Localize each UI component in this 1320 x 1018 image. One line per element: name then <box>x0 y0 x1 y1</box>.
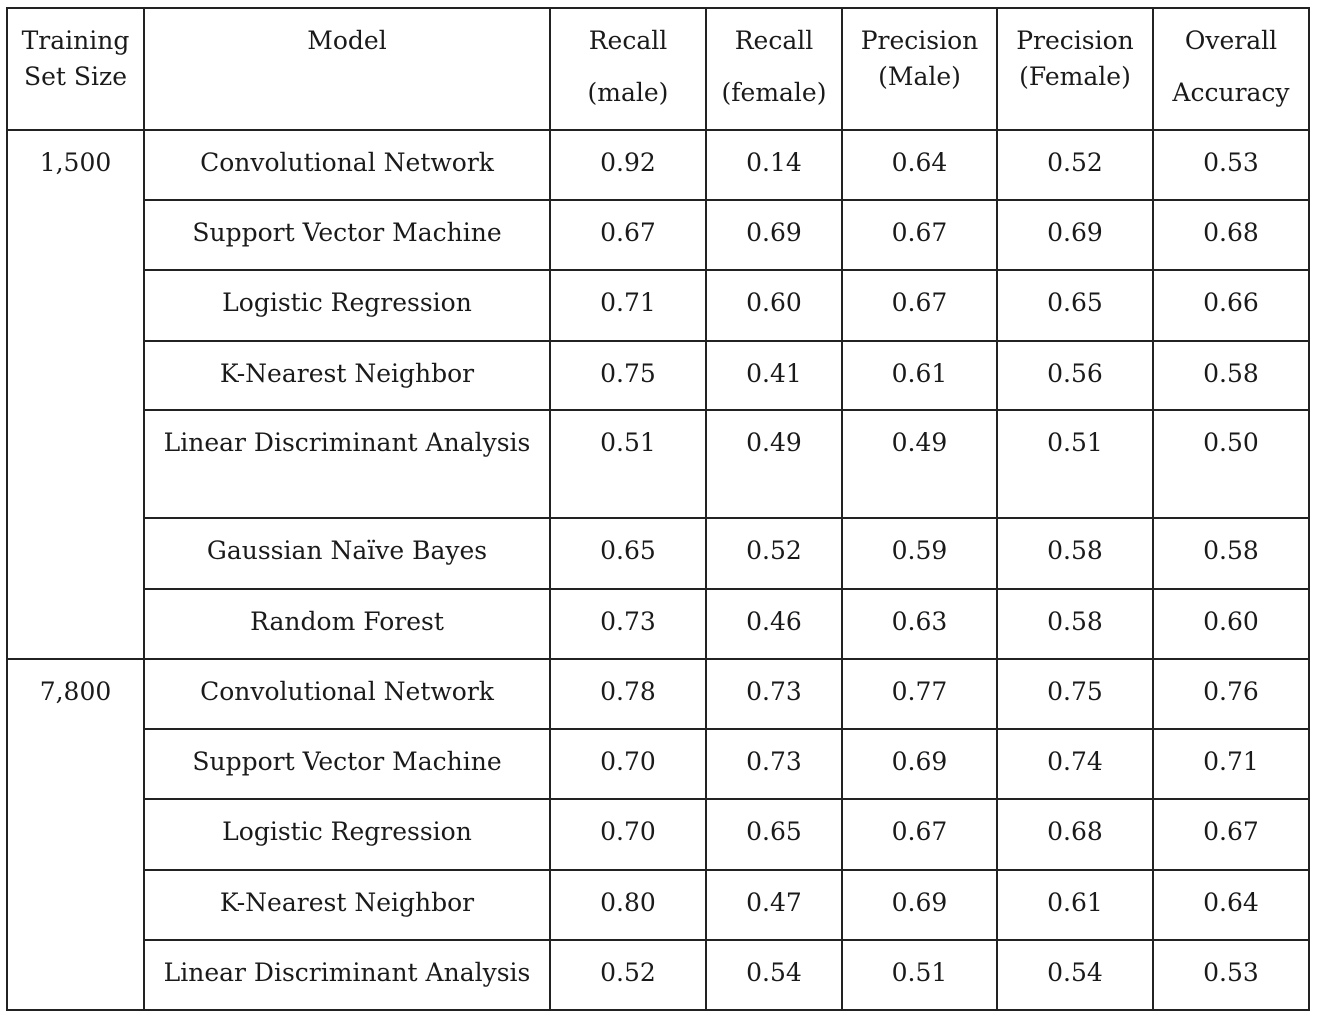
precision-female-cell: 0.54 <box>997 940 1153 1010</box>
table-row <box>7 729 1309 799</box>
model-name-cell: Random Forest <box>144 589 550 659</box>
precision-female-cell: 0.61 <box>997 870 1153 940</box>
recall-male-cell: 0.65 <box>550 518 706 589</box>
recall-female-cell: 0.41 <box>706 341 842 410</box>
model-name-cell: Linear Discriminant Analysis <box>144 940 550 1010</box>
recall-male-cell: 0.73 <box>550 589 706 659</box>
training-set-size-cell: 7,800 <box>7 659 144 1010</box>
recall-female-cell: 0.69 <box>706 200 842 270</box>
precision-female-cell: 0.58 <box>997 518 1153 589</box>
table-body <box>7 130 1309 1010</box>
recall-female-cell: 0.49 <box>706 410 842 518</box>
model-name-cell: K-Nearest Neighbor <box>144 870 550 940</box>
precision-male-cell: 0.67 <box>842 200 997 270</box>
precision-female-cell: 0.75 <box>997 659 1153 729</box>
header-recall-male: Recall (male) <box>550 8 706 130</box>
precision-male-cell: 0.59 <box>842 518 997 589</box>
accuracy-cell: 0.58 <box>1153 341 1309 410</box>
header-recall-female: Recall (female) <box>706 8 842 130</box>
recall-female-cell: 0.14 <box>706 130 842 200</box>
accuracy-cell: 0.64 <box>1153 870 1309 940</box>
recall-male-cell: 0.51 <box>550 410 706 518</box>
header-training-set-size: Training Set Size <box>7 8 144 130</box>
results-table <box>6 7 1310 1011</box>
header-precision-female: Precision (Female) <box>997 8 1153 130</box>
recall-male-cell: 0.75 <box>550 341 706 410</box>
precision-female-cell: 0.74 <box>997 729 1153 799</box>
accuracy-cell: 0.76 <box>1153 659 1309 729</box>
precision-male-cell: 0.69 <box>842 729 997 799</box>
precision-female-cell: 0.69 <box>997 200 1153 270</box>
table-row <box>7 518 1309 589</box>
precision-female-cell: 0.58 <box>997 589 1153 659</box>
table-row <box>7 589 1309 659</box>
recall-male-cell: 0.70 <box>550 729 706 799</box>
table-row <box>7 130 1309 200</box>
model-name-cell: Logistic Regression <box>144 270 550 341</box>
model-name-cell: Logistic Regression <box>144 799 550 870</box>
recall-male-cell: 0.78 <box>550 659 706 729</box>
table-row <box>7 799 1309 870</box>
precision-male-cell: 0.64 <box>842 130 997 200</box>
recall-female-cell: 0.46 <box>706 589 842 659</box>
precision-female-cell: 0.65 <box>997 270 1153 341</box>
accuracy-cell: 0.53 <box>1153 940 1309 1010</box>
recall-male-cell: 0.92 <box>550 130 706 200</box>
accuracy-cell: 0.68 <box>1153 200 1309 270</box>
precision-female-cell: 0.52 <box>997 130 1153 200</box>
recall-female-cell: 0.47 <box>706 870 842 940</box>
table-row <box>7 940 1309 1010</box>
precision-male-cell: 0.67 <box>842 799 997 870</box>
table-row <box>7 270 1309 341</box>
table-row <box>7 659 1309 729</box>
precision-male-cell: 0.69 <box>842 870 997 940</box>
header-overall-accuracy: Overall Accuracy <box>1153 8 1309 130</box>
precision-female-cell: 0.68 <box>997 799 1153 870</box>
precision-male-cell: 0.51 <box>842 940 997 1010</box>
recall-male-cell: 0.67 <box>550 200 706 270</box>
model-name-cell: Support Vector Machine <box>144 200 550 270</box>
accuracy-cell: 0.66 <box>1153 270 1309 341</box>
accuracy-cell: 0.71 <box>1153 729 1309 799</box>
precision-male-cell: 0.67 <box>842 270 997 341</box>
recall-female-cell: 0.65 <box>706 799 842 870</box>
accuracy-cell: 0.67 <box>1153 799 1309 870</box>
recall-female-cell: 0.60 <box>706 270 842 341</box>
accuracy-cell: 0.58 <box>1153 518 1309 589</box>
training-set-size-cell: 1,500 <box>7 130 144 659</box>
table-row <box>7 870 1309 940</box>
accuracy-cell: 0.50 <box>1153 410 1309 518</box>
precision-female-cell: 0.51 <box>997 410 1153 518</box>
model-name-cell: Support Vector Machine <box>144 729 550 799</box>
table-row <box>7 341 1309 410</box>
precision-male-cell: 0.77 <box>842 659 997 729</box>
header-row <box>7 8 1309 130</box>
recall-female-cell: 0.54 <box>706 940 842 1010</box>
header-precision-male: Precision (Male) <box>842 8 997 130</box>
model-name-cell: Convolutional Network <box>144 130 550 200</box>
precision-male-cell: 0.61 <box>842 341 997 410</box>
recall-female-cell: 0.73 <box>706 659 842 729</box>
recall-male-cell: 0.52 <box>550 940 706 1010</box>
model-name-cell: Convolutional Network <box>144 659 550 729</box>
precision-male-cell: 0.49 <box>842 410 997 518</box>
accuracy-cell: 0.60 <box>1153 589 1309 659</box>
recall-male-cell: 0.71 <box>550 270 706 341</box>
recall-female-cell: 0.52 <box>706 518 842 589</box>
header-model: Model <box>144 8 550 130</box>
model-name-cell: K-Nearest Neighbor <box>144 341 550 410</box>
model-name-cell: Gaussian Naïve Bayes <box>144 518 550 589</box>
table-row <box>7 410 1309 518</box>
precision-female-cell: 0.56 <box>997 341 1153 410</box>
table-row <box>7 200 1309 270</box>
recall-female-cell: 0.73 <box>706 729 842 799</box>
precision-male-cell: 0.63 <box>842 589 997 659</box>
accuracy-cell: 0.53 <box>1153 130 1309 200</box>
recall-male-cell: 0.80 <box>550 870 706 940</box>
model-name-cell: Linear Discriminant Analysis <box>144 410 550 518</box>
recall-male-cell: 0.70 <box>550 799 706 870</box>
